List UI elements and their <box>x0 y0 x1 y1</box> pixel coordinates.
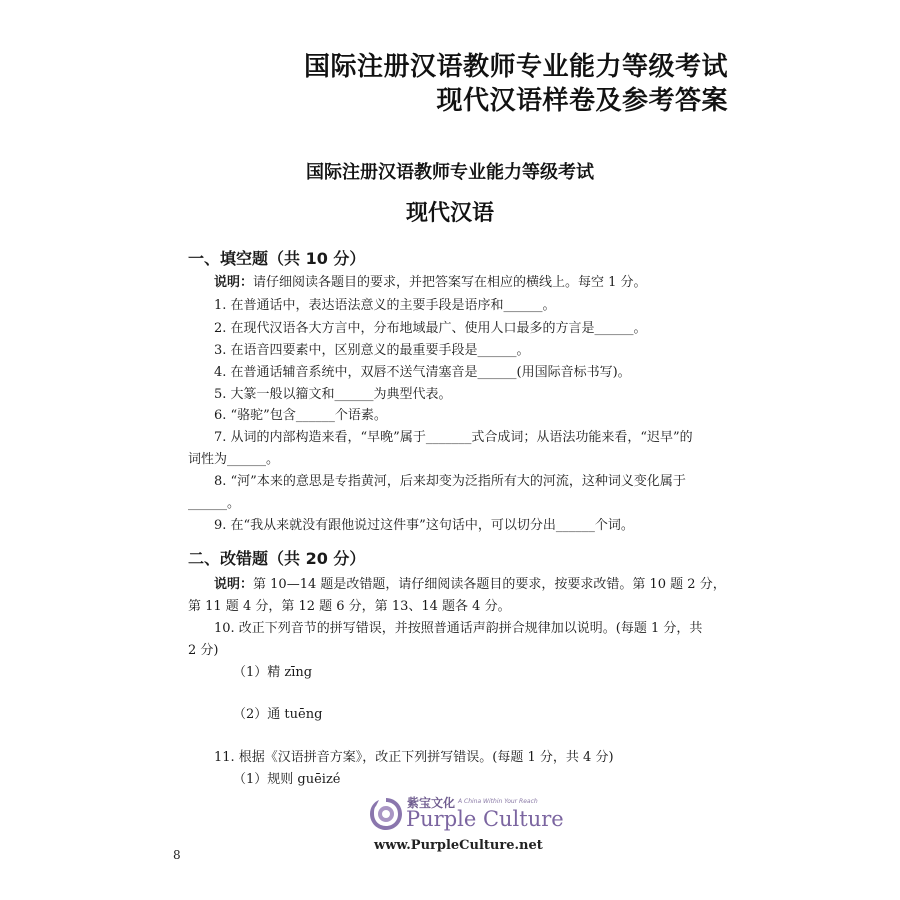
section2-instruction <box>214 576 726 594</box>
watermark <box>368 792 564 862</box>
watermark-en: Purple Culture <box>406 807 564 831</box>
question-10-a: （1）精 zīng <box>233 665 313 680</box>
purple-culture-logo-icon <box>368 796 404 832</box>
question-10-cont: 2 分) <box>188 643 219 658</box>
page-number: 8 <box>173 848 181 862</box>
question-4: 4. 在普通话辅音系统中，双唇不送气清塞音是______(用国际音标书写)。 <box>214 365 631 380</box>
question-9: 9. 在“我从来就没有跟他说过这件事”这句话中，可以切分出______个词。 <box>214 518 634 533</box>
question-1: 1. 在普通话中，表达语法意义的主要手段是语序和______。 <box>214 298 556 313</box>
section1-title: 一、填空题（共 10 分） <box>188 249 366 268</box>
question-10: 10. 改正下列音节的拼写错误，并按照普通话声韵拼合规律加以说明。(每题 1 分，共 <box>214 621 703 636</box>
question-7: 7. 从词的内部构造来看，“早晚”属于_______式合成词；从语法功能来看，“迟早”的 <box>214 430 693 445</box>
watermark-url: www.PurpleCulture.net <box>374 838 543 853</box>
section1-instruction <box>214 274 647 292</box>
watermark-cn: 紫宝文化 <box>407 796 456 810</box>
header-title-line1: 国际注册汉语教师专业能力等级考试 <box>303 52 728 82</box>
question-10-b: （2）通 tuēng <box>233 707 323 722</box>
watermark-tagline: A China Within Your Reach <box>458 798 538 805</box>
header-title-line2: 现代汉语样卷及参考答案 <box>436 86 728 116</box>
question-11: 11. 根据《汉语拼音方案》，改正下列拼写错误。(每题 1 分，共 4 分) <box>214 750 614 765</box>
question-7-cont: 词性为______。 <box>188 452 280 467</box>
exam-name: 国际注册汉语教师专业能力等级考试 <box>306 162 594 183</box>
question-8-cont: ______。 <box>188 496 241 511</box>
question-2: 2. 在现代汉语各大方言中，分布地域最广、使用人口最多的方言是______。 <box>214 321 647 336</box>
question-3: 3. 在语音四要素中，区别意义的最重要手段是______。 <box>214 343 530 358</box>
question-11-a: （1）规则 guēizé <box>233 772 341 787</box>
question-6: 6. “骆驼”包含______个语素。 <box>214 408 387 423</box>
instruction-text: 第 10—14 题是改错题，请仔细阅读各题目的要求，按要求改错。第 10 题 2 分， <box>253 577 726 592</box>
question-5: 5. 大篆一般以籀文和______为典型代表。 <box>214 387 452 402</box>
instruction-label: 说明： <box>214 275 254 290</box>
section2-title: 二、改错题（共 20 分） <box>188 549 366 568</box>
subject-title: 现代汉语 <box>405 201 494 226</box>
instruction-label: 说明： <box>214 577 254 592</box>
instruction-text: 请仔细阅读各题目的要求，并把答案写在相应的横线上。每空 1 分。 <box>253 275 647 290</box>
section2-instruction-cont: 第 11 题 4 分，第 12 题 6 分，第 13、14 题各 4 分。 <box>188 599 511 614</box>
question-8: 8. “河”本来的意思是专指黄河，后来却变为泛指所有大的河流，这种词义变化属于 <box>214 474 686 489</box>
